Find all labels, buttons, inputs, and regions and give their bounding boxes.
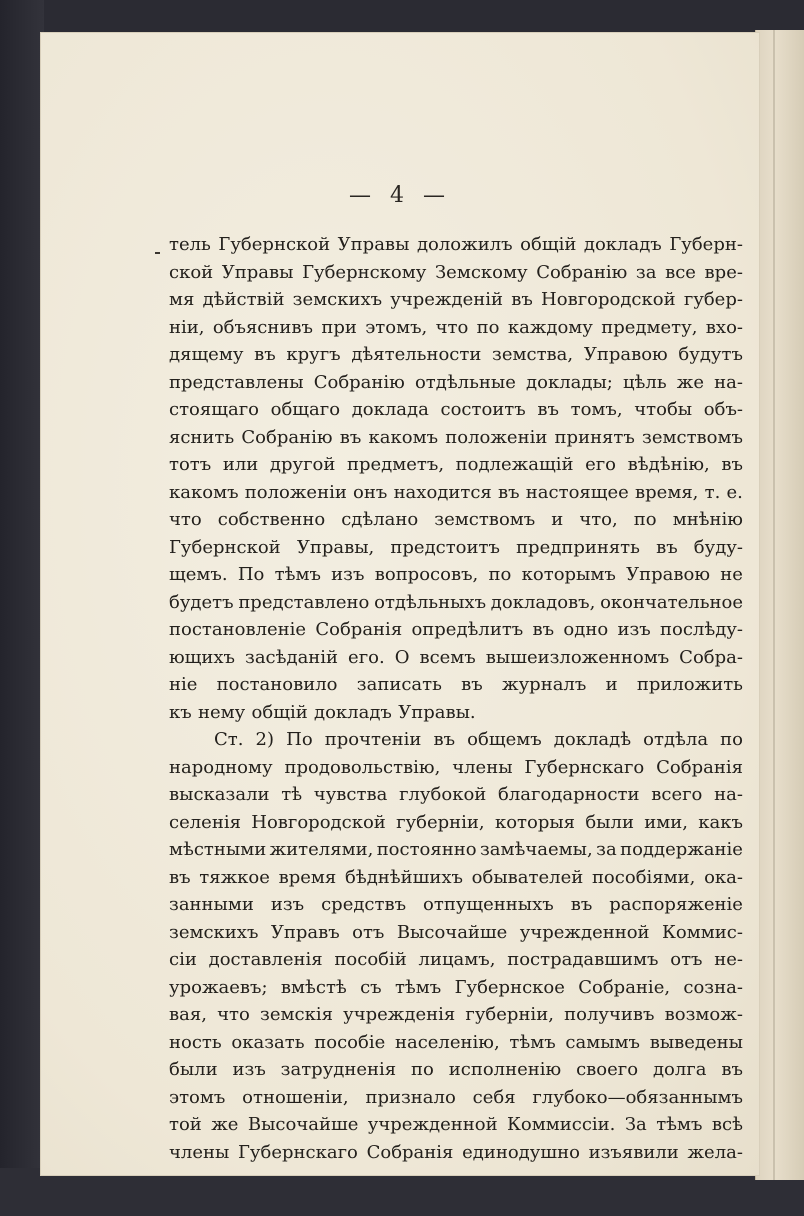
text-line <box>169 561 743 589</box>
word: и <box>605 674 618 695</box>
word: тѣмъ <box>509 1031 556 1053</box>
text-line <box>169 781 743 809</box>
word: Управою <box>583 344 668 365</box>
word: замѣчаемы, <box>479 839 593 860</box>
word: все <box>665 261 696 283</box>
word: тяжкое <box>199 866 270 888</box>
text-line <box>169 231 743 259</box>
word: распоряженіе <box>609 894 743 915</box>
word: продовольствію, <box>284 756 441 778</box>
word: ющихъ <box>169 646 236 668</box>
word: общаго <box>270 399 341 420</box>
word: объ- <box>703 399 743 420</box>
word: члены <box>169 1141 230 1163</box>
word: что, <box>579 509 618 530</box>
text-line <box>169 506 743 534</box>
word: отдѣла <box>643 729 709 750</box>
word: подлежащій <box>455 454 574 475</box>
text-line <box>169 919 743 947</box>
word: Высочайше <box>247 1114 359 1135</box>
word: той <box>169 1114 202 1135</box>
word: своего <box>576 1059 639 1080</box>
word: въ <box>433 729 456 750</box>
word: возмож- <box>664 1004 743 1025</box>
word: представлено <box>238 591 370 613</box>
word: докладовъ, <box>490 591 596 613</box>
word: въ <box>254 344 276 365</box>
word: Собранія <box>315 619 403 640</box>
word: тѣмъ <box>274 564 321 585</box>
text-line <box>169 451 743 479</box>
word: Губернскому <box>302 261 427 283</box>
word: изъ <box>232 1059 266 1080</box>
word: оказать <box>231 1031 305 1053</box>
word: по <box>411 1059 434 1080</box>
page-number: — 4 — <box>349 183 451 208</box>
word: Собранія <box>656 756 743 778</box>
word: общій <box>251 701 308 723</box>
scanner-background-left <box>0 0 44 1216</box>
word: были <box>169 1059 218 1080</box>
word: стоящаго <box>169 399 259 420</box>
word: Коммиссіи. <box>507 1114 616 1135</box>
word: Управы. <box>398 701 476 723</box>
word: Ст. <box>214 729 244 750</box>
word: общемъ <box>467 729 542 750</box>
word: въ <box>511 289 533 310</box>
word: настоящее <box>525 481 629 503</box>
word: ніе <box>169 674 198 695</box>
word: засѣданій <box>245 646 339 668</box>
word: на- <box>714 784 743 805</box>
word: по <box>720 729 743 750</box>
word: ность <box>169 1031 222 1053</box>
word: яснить <box>169 426 235 448</box>
text-line <box>169 259 743 287</box>
word: Губернское <box>454 976 565 998</box>
word: или <box>222 454 259 475</box>
text-line <box>169 836 743 864</box>
text-line <box>169 534 743 562</box>
word: къ <box>169 701 192 723</box>
word: отношеніи, <box>242 1086 349 1108</box>
word: какомъ <box>169 481 239 503</box>
word: что <box>435 316 469 338</box>
word: обывателей <box>471 866 584 888</box>
text-line <box>169 809 743 837</box>
word: одно <box>563 619 609 640</box>
word: докладѣ <box>553 729 632 750</box>
word: пострадавшимъ <box>507 949 659 970</box>
word: доклады; <box>526 371 613 393</box>
word: этомъ, <box>365 316 428 338</box>
body-text <box>169 231 743 1166</box>
word: единодушно <box>462 1141 580 1163</box>
word: земствомъ <box>434 509 536 530</box>
text-line <box>169 754 743 782</box>
text-line <box>169 396 743 424</box>
word: докладъ <box>314 701 392 723</box>
word: представлены <box>169 371 304 393</box>
word: вмѣстѣ <box>280 976 347 998</box>
word: вре- <box>704 261 743 283</box>
word: не <box>720 564 743 585</box>
word: окончательное <box>600 591 743 613</box>
word: населенію, <box>394 1031 500 1053</box>
word: пособіе <box>314 1031 386 1053</box>
word: въ <box>656 536 678 558</box>
word: докладъ <box>583 234 662 255</box>
next-page-edge <box>755 30 804 1180</box>
text-line <box>169 1029 743 1057</box>
word: въ <box>532 619 555 640</box>
word: буду- <box>693 536 743 558</box>
word: земства, <box>492 344 574 365</box>
word: себя <box>472 1086 516 1108</box>
word: въ <box>537 399 559 420</box>
word: отъ <box>352 921 385 943</box>
word: ими, <box>644 811 688 833</box>
word: ніи, <box>169 316 205 338</box>
text-line <box>169 479 743 507</box>
word: доклада <box>351 399 429 420</box>
word: За <box>624 1114 647 1135</box>
word: приложить <box>636 674 743 695</box>
word: объяснивъ <box>212 316 313 338</box>
word: по <box>633 509 657 530</box>
word: онъ <box>353 481 388 503</box>
word: по <box>488 564 512 585</box>
word: томъ, <box>570 399 623 420</box>
word: тѣ <box>281 784 303 805</box>
word: которыя <box>494 811 576 833</box>
word: что <box>169 509 202 530</box>
word: время, <box>635 481 699 503</box>
word: Управъ <box>270 921 340 943</box>
word: тѣмъ <box>394 976 442 998</box>
word: Собранію <box>313 371 405 393</box>
word: которымъ <box>521 564 616 585</box>
word: ока- <box>704 866 743 888</box>
word: самымъ <box>565 1031 640 1053</box>
word: всѣ <box>711 1114 743 1135</box>
word: находится <box>393 481 492 503</box>
text-line <box>169 726 743 754</box>
word: благодарности <box>498 784 640 805</box>
text-line <box>169 1111 743 1139</box>
word: журналъ <box>502 674 587 695</box>
word: исполненію <box>448 1059 562 1080</box>
word: Губерн- <box>669 234 743 255</box>
word: земскихъ <box>292 289 383 310</box>
word: въ <box>169 866 191 888</box>
word: въ <box>570 894 593 915</box>
word: Коммис- <box>662 921 743 943</box>
word: по <box>476 316 500 338</box>
word: его <box>585 454 617 475</box>
word: глубокой <box>399 784 487 805</box>
word: вѣдѣнію, <box>627 454 710 475</box>
word: жителями, <box>269 839 374 860</box>
word: тель <box>169 234 211 255</box>
word: Высочайше <box>396 921 508 943</box>
word: дящему <box>169 344 244 365</box>
word: что <box>217 1004 250 1025</box>
word: мя <box>169 289 195 310</box>
word: за <box>596 839 617 860</box>
word: учрежденной <box>367 1114 498 1135</box>
word: изъ <box>331 564 365 585</box>
word: этомъ <box>169 1086 226 1108</box>
word: каждому <box>507 316 593 338</box>
word: сдѣлано <box>341 509 419 530</box>
text-line <box>169 1139 743 1167</box>
word: Собранія <box>366 1141 454 1163</box>
word: положеніи <box>445 426 548 448</box>
word: не- <box>714 949 743 970</box>
margin-mark <box>155 252 160 254</box>
text-line <box>169 314 743 342</box>
word: состоитъ <box>440 399 526 420</box>
word: получивъ <box>564 1004 655 1025</box>
word: предметъ, <box>347 454 445 475</box>
word: урожаевъ; <box>169 976 268 998</box>
word: предпринять <box>516 536 640 558</box>
word: другой <box>269 454 336 475</box>
word: бѣднѣйшихъ <box>345 866 463 888</box>
word: вышеизложенномъ <box>485 646 670 668</box>
word: при <box>321 316 357 338</box>
word: земскихъ <box>169 921 259 943</box>
word: постановило <box>216 674 338 695</box>
text-line <box>169 974 743 1002</box>
word: же <box>676 371 704 393</box>
word: Губернской <box>218 234 331 255</box>
word: дѣятельности <box>351 344 482 365</box>
word: пособіями, <box>591 866 696 888</box>
word: губерніи, <box>465 1004 554 1025</box>
word: записать <box>356 674 442 695</box>
word: мнѣнію <box>672 509 743 530</box>
word: лицамъ, <box>418 949 496 970</box>
word: вая, <box>169 1004 207 1025</box>
word: съ <box>360 976 382 998</box>
word: же <box>211 1114 239 1135</box>
word: Управы <box>337 234 410 255</box>
word: жела- <box>687 1141 743 1163</box>
word: По <box>286 729 313 750</box>
text-line <box>169 671 743 699</box>
word: средствъ <box>321 894 407 915</box>
text-line <box>169 616 743 644</box>
word: положеніи <box>244 481 347 503</box>
word: земствомъ <box>642 426 743 448</box>
word: изъявили <box>588 1141 679 1163</box>
word: чувства <box>313 784 388 805</box>
word: въ <box>497 481 520 503</box>
word: Управы, <box>296 536 375 558</box>
text-line <box>169 864 743 892</box>
word: въ <box>461 674 483 695</box>
word: губер- <box>683 289 743 310</box>
word: постановленіе <box>169 619 307 640</box>
word: учрежденій <box>390 289 504 310</box>
word: Земскому <box>434 261 528 283</box>
word: земскія <box>260 1004 333 1025</box>
text-line <box>169 1001 743 1029</box>
word: 2) <box>255 729 275 750</box>
document-page <box>41 33 759 1175</box>
word: высказали <box>169 784 270 805</box>
word: вхо- <box>705 316 743 338</box>
word: доложилъ <box>416 234 513 255</box>
word: изъ <box>617 619 651 640</box>
word: сіи <box>169 949 197 970</box>
word: Собраніе, <box>578 976 671 998</box>
word: тотъ <box>169 454 212 475</box>
word: постоянно <box>376 839 477 860</box>
word: О <box>394 646 410 668</box>
text-line <box>169 1084 743 1112</box>
word: По <box>237 564 265 585</box>
text-line <box>169 891 743 919</box>
word: выведены <box>649 1031 743 1053</box>
word: опредѣлитъ <box>411 619 524 640</box>
text-line <box>169 589 743 617</box>
word: Губернскаго <box>524 756 645 778</box>
word: учрежденной <box>519 921 650 943</box>
word: Управы <box>221 261 294 283</box>
word: его. <box>348 646 385 668</box>
word: предмету, <box>601 316 698 338</box>
text-line <box>169 341 743 369</box>
word: въ <box>339 426 362 448</box>
word: какъ <box>698 811 743 833</box>
word: Собра- <box>679 646 743 668</box>
word: были <box>585 811 634 833</box>
word: и <box>551 509 564 530</box>
word: какомъ <box>368 426 439 448</box>
word: члены <box>452 756 513 778</box>
word: Губернской <box>169 536 281 558</box>
word: чтобы <box>634 399 693 420</box>
word: отдѣльныхъ <box>374 591 487 613</box>
word: предстоитъ <box>390 536 500 558</box>
scanner-background-bottom <box>0 1168 804 1216</box>
word: всего <box>651 784 703 805</box>
word: глубоко—обязаннымъ <box>532 1086 743 1108</box>
word: созна- <box>683 976 743 998</box>
text-line <box>169 424 743 452</box>
word: отпущенныхъ <box>423 894 554 915</box>
word: губерніи, <box>396 811 485 833</box>
word: пособій <box>334 949 407 970</box>
word: селенія <box>169 811 241 833</box>
word: вопросовъ, <box>374 564 479 585</box>
word: Управою <box>626 564 711 585</box>
word: всемъ <box>419 646 476 668</box>
text-line <box>169 1056 743 1084</box>
word: дѣйствій <box>202 289 285 310</box>
word: отъ <box>670 949 703 970</box>
word: нему <box>198 701 246 723</box>
text-line <box>169 946 743 974</box>
word: Собранію <box>536 261 628 283</box>
word: прочтеніи <box>324 729 422 750</box>
word: время <box>278 866 337 888</box>
text-line <box>169 286 743 314</box>
word: занными <box>169 894 254 915</box>
word: будутъ <box>678 344 743 365</box>
text-line <box>169 369 743 397</box>
word: признало <box>365 1086 456 1108</box>
word: затрудненія <box>280 1059 397 1080</box>
word: кругъ <box>286 344 341 365</box>
word: учрежденія <box>343 1004 456 1025</box>
word: народному <box>169 756 273 778</box>
word: за <box>635 261 657 283</box>
word: собственно <box>217 509 326 530</box>
word: е. <box>726 481 743 503</box>
word: поддержаніе <box>620 839 743 860</box>
word: общій <box>520 234 577 255</box>
word: ской <box>169 261 214 283</box>
word: т. <box>704 481 721 503</box>
word: послѣду- <box>660 619 743 640</box>
word: мѣстными <box>169 839 267 860</box>
word: Новгородской <box>541 289 676 310</box>
word: въ <box>721 1059 743 1080</box>
word: Губернскаго <box>238 1141 358 1163</box>
word: Собранію <box>241 426 333 448</box>
word: цѣль <box>622 371 667 393</box>
text-line <box>169 699 743 727</box>
word: будетъ <box>169 591 234 613</box>
word: на- <box>714 371 743 393</box>
word: отдѣльные <box>414 371 516 393</box>
word: Новгородской <box>251 811 386 833</box>
word: въ <box>721 454 743 475</box>
word: тѣмъ <box>656 1114 703 1135</box>
word: щемъ. <box>169 564 228 585</box>
word: изъ <box>270 894 305 915</box>
word: долга <box>652 1059 707 1080</box>
word: принятъ <box>554 426 635 448</box>
text-line <box>169 644 743 672</box>
word: доставленія <box>208 949 323 970</box>
